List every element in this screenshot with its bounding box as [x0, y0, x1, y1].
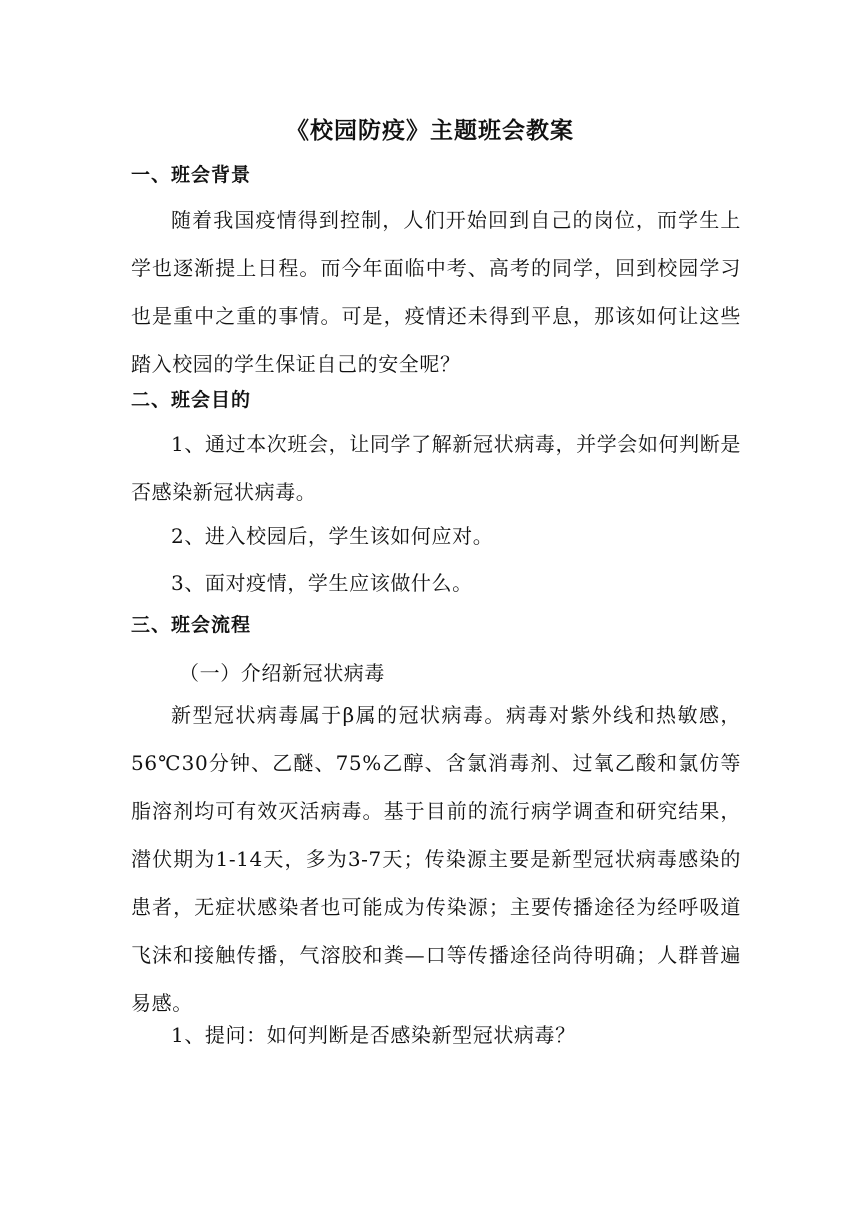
purpose-item-2: 2、进入校园后，学生该如何应对。 — [171, 524, 494, 548]
section-heading-background: 一、班会背景 — [131, 164, 252, 186]
virus-intro-paragraph: 新型冠状病毒属于β属的冠状病毒。病毒对紫外线和热敏感，56℃30分钟、乙醚、75%乙醇、含氯消毒剂、过氧乙酸和氯仿等脂溶剂均可有效灭活病毒。基于目前的流行病学调查和研究结果，潜伏期为1-14天，多为3-7天；传染源主要是新型冠状病毒感染的患者，无症状感染者也可能成为传染源；主要传播途径为经呼吸道飞沫和接触传播，气溶胶和粪—口等传播途径尚待明确；人群普遍易感。 — [131, 703, 741, 1015]
section-heading-purpose: 二、班会目的 — [131, 389, 252, 411]
section-heading-process: 三、班会流程 — [131, 614, 252, 636]
question-1: 1、提问：如何判断是否感染新型冠状病毒？ — [171, 1023, 576, 1047]
document-title: 《校园防疫》主题班会教案 — [286, 117, 574, 144]
purpose-item-1: 1、通过本次班会，让同学了解新冠状病毒，并学会如何判断是否感染新冠状病毒。 — [131, 432, 741, 504]
background-paragraph: 随着我国疫情得到控制，人们开始回到自己的岗位，而学生上学也逐渐提上日程。而今年面临中考、高考的同学，回到校园学习也是重中之重的事情。可是，疫情还未得到平息，那该如何让这些踏入校园的学生保证自己的安全呢？ — [131, 208, 741, 376]
purpose-item-3: 3、面对疫情，学生应该做什么。 — [171, 571, 473, 595]
subheading-virus-intro: （一）介绍新冠状病毒 — [179, 661, 385, 685]
